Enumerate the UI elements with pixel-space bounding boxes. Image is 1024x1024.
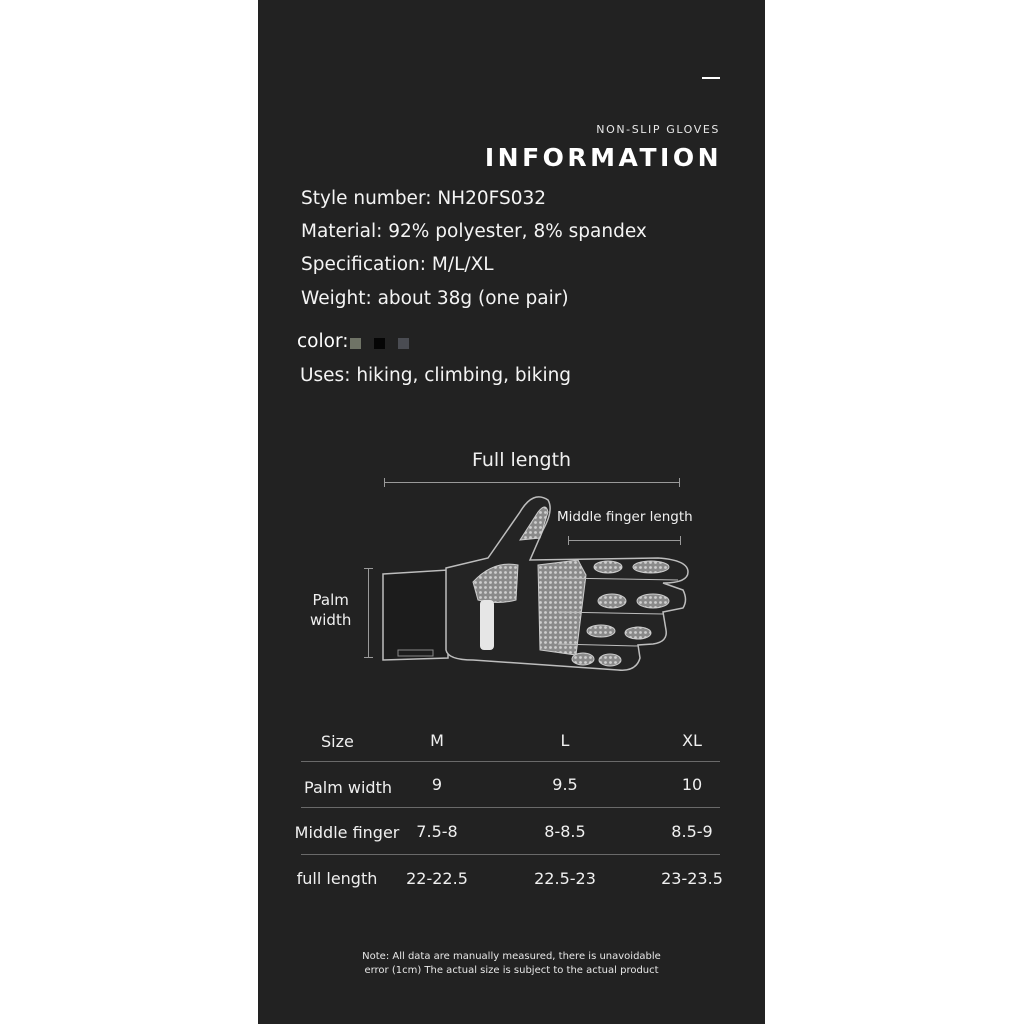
table-header-size: Size [321, 732, 354, 751]
row-middle-finger-label: Middle finger [294, 823, 400, 842]
color-swatch-1 [350, 338, 361, 349]
row-palm-width-l: 9.5 [552, 775, 578, 794]
note-line-2: error (1cm) The actual size is subject to the actual product [364, 965, 659, 976]
palm-width-label [310, 590, 351, 630]
note-line-1: Note: All data are manually measured, there is unavoidable [362, 951, 661, 962]
table-divider [301, 761, 720, 762]
color-swatch-2 [374, 338, 385, 349]
row-middle-finger-l: 8-8.5 [544, 822, 586, 841]
glove-illustration-icon [363, 488, 698, 678]
middle-finger-label: Middle finger length [557, 509, 693, 525]
uses: Uses: hiking, climbing, biking [300, 365, 572, 386]
palm-label-line1: Palm [312, 591, 349, 609]
measurement-note [258, 950, 765, 978]
row-middle-finger-m: 7.5-8 [416, 822, 458, 841]
full-length-line [384, 482, 680, 483]
page-title: INFORMATION [484, 143, 722, 172]
row-full-length-xl: 23-23.5 [661, 869, 723, 888]
table-divider [301, 807, 720, 808]
style-number: Style number: NH20FS032 [301, 188, 546, 209]
table-divider [301, 854, 720, 855]
color-swatch-3 [398, 338, 409, 349]
table-header-xl: XL [682, 731, 702, 750]
row-palm-width-m: 9 [431, 775, 443, 794]
material: Material: 92% polyester, 8% spandex [301, 221, 647, 242]
table-header-l: L [560, 731, 570, 750]
eyebrow-text: NON-SLIP GLOVES [596, 123, 720, 136]
full-length-tick-right [679, 478, 680, 487]
color-row [297, 331, 409, 352]
full-length-label: Full length [472, 449, 572, 471]
row-full-length-m: 22-22.5 [406, 869, 468, 888]
table-header-m: M [430, 731, 444, 750]
row-full-length-l: 22.5-23 [534, 869, 596, 888]
info-panel [258, 0, 765, 1024]
row-palm-width-xl: 10 [681, 775, 703, 794]
palm-label-line2: width [310, 611, 352, 629]
full-length-tick-left [384, 478, 385, 487]
specification: Specification: M/L/XL [301, 254, 494, 275]
color-label: color: [297, 331, 349, 352]
row-middle-finger-xl: 8.5-9 [671, 822, 713, 841]
row-full-length-label: full length [296, 869, 378, 888]
row-palm-width-label: Palm width [304, 778, 392, 797]
header-dash [702, 77, 720, 79]
weight: Weight: about 38g (one pair) [301, 288, 569, 309]
